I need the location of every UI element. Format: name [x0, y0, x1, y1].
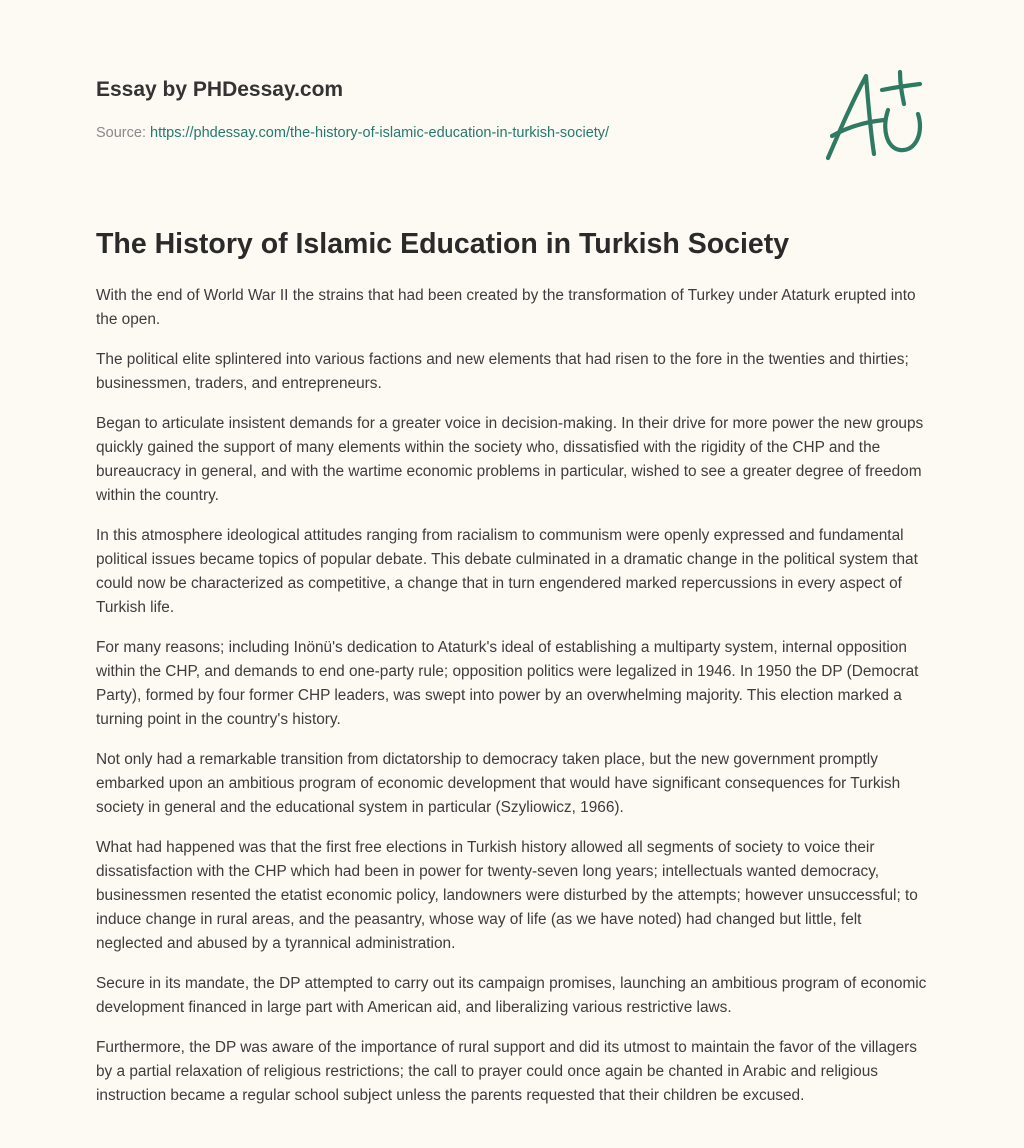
- article-title: The History of Islamic Education in Turkish Society: [96, 228, 790, 260]
- article-body: [96, 284, 928, 1124]
- paragraph: With the end of World War II the strains that had been created by the transformation of Turkey under Ataturk erupted into the open.: [96, 287, 916, 328]
- brand-title: Essay by PHDessay.com: [96, 78, 344, 101]
- paragraph: What had happened was that the first free elections in Turkish history allowed all segments of society to voice their dissatisfaction with the CHP which had been in power for twenty-seven long years; intellectuals wanted democracy, businessmen resented the etatist economic policy, landowners were disturbed by the attempts; however unsuccessful; to induce change in rural areas, and the peasantry, whose way of life (as we have noted) had changed but little, felt neglected and abused by a tyrannical administration.: [96, 839, 918, 952]
- paragraph: For many reasons; including Inönü's dedication to Ataturk's ideal of establishing a multiparty system, internal opposition within the CHP, and demands to end one-party rule; opposition politics were legalized in 1946. In 1950 the DP (Democrat Party), formed by four former CHP leaders, was swept into power by an overwhelming majority. This election marked a turning point in the country's history.: [96, 639, 919, 728]
- paragraph: The political elite splintered into various factions and new elements that had risen to the fore in the twenties and thirties; businessmen, traders, and entrepreneurs.: [96, 351, 909, 392]
- paragraph: Began to articulate insistent demands for a greater voice in decision-making. In their drive for more power the new groups quickly gained the support of many elements within the society who, dissatisfied with the rigidity of the CHP and the bureaucracy in general, and with the wartime economic problems in particular, wished to see a greater degree of freedom within the country.: [96, 415, 924, 504]
- paragraph: Furthermore, the DP was aware of the importance of rural support and did its utmost to maintain the favor of the villagers by a partial relaxation of religious restrictions; the call to prayer could once again be chanted in Arabic and religious instruction became a regular school subject unless the parents requested that their children be excused.: [96, 1039, 917, 1104]
- paragraph: Not only had a remarkable transition from dictatorship to democracy taken place, but the new government promptly embarked upon an ambitious program of economic development that would have significant consequences for Turkish society in general and the educational system in particular (Szyliowicz, 1966).: [96, 751, 901, 816]
- essay-header: [96, 72, 816, 144]
- paragraph: In this atmosphere ideological attitudes ranging from racialism to communism were openly expressed and fundamental political issues became topics of popular debate. This debate culminated in a dramatic change in the political system that could now be characterized as competitive, a change that in turn engendered marked repercussions in every aspect of Turkish life.: [96, 527, 918, 616]
- source-label: Source:: [96, 125, 146, 141]
- paragraph: Secure in its mandate, the DP attempted to carry out its campaign promises, launching an ambitious program of economic development financed in large part with American aid, and liberalizing various restrictive laws.: [96, 975, 927, 1016]
- source-link[interactable]: https://phdessay.com/the-history-of-islamic-education-in-turkish-society/: [150, 125, 610, 141]
- a-plus-grade-icon: [818, 64, 930, 168]
- source-line: [96, 122, 816, 144]
